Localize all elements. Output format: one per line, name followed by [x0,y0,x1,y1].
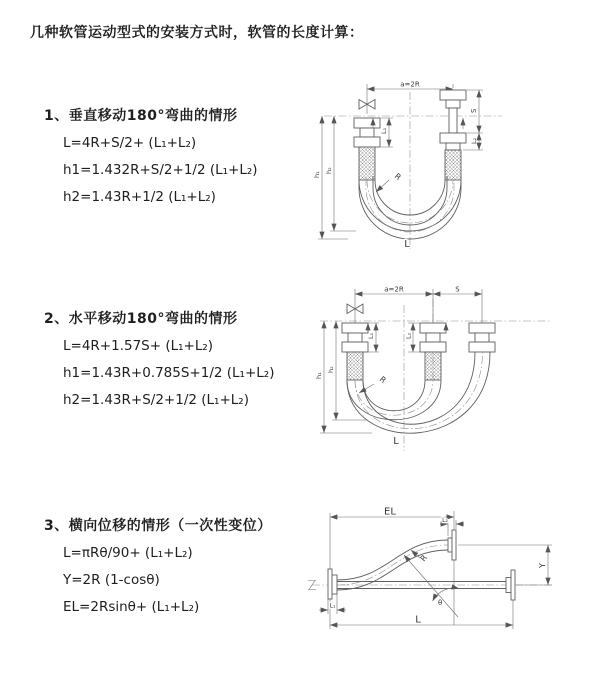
dim-label-s: S [470,108,478,113]
radius-leader [376,172,403,192]
dim-label-l2: L₂ [470,137,478,144]
flange-left [328,569,337,599]
hose-u-bend-two-positions [347,352,490,433]
dim-label-y: Y [538,563,547,568]
dimension-h2 [325,116,356,231]
pipe-fitting-left [342,323,368,380]
dim-label-h2: h₂ [327,366,335,373]
section-1-formula-L: L=4R+S/2+ (L₁+L₂) [63,135,197,151]
section-lateral-displacement [44,518,272,626]
hose-s-bend-position [337,540,448,590]
radius-leader [411,550,429,563]
dimension-h1 [315,321,372,433]
flange-middle-right [506,570,515,600]
dimension-a2r-s [355,286,482,324]
section-3-formula-Y: Y=2R (1-cosθ) [63,572,160,588]
dim-label-length: L [404,239,410,250]
dim-label-l1: L₁ [329,602,336,610]
dim-label-radius: R [418,553,430,564]
section-1-formula-h2: h2=1.43R+1/2 (L₁+L₂) [63,189,216,205]
section-vertical-180 [44,108,258,216]
section-2-formula-h2: h2=1.43R+S/2+1/2 (L₁+L₂) [63,392,249,408]
dim-label-el: EL [384,506,396,518]
section-horizontal-180 [44,311,274,419]
flange-upper-right [448,530,456,560]
section-2-heading: 2、水平移动180°弯曲的情形 [44,311,238,327]
dim-label-l1: L₁ [380,127,388,134]
diagram-vertical-180-u-bend [310,76,600,254]
dim-label-length: L [415,614,421,626]
pipe-fitting-right [469,323,495,352]
dim-label-l2: L₂ [442,517,448,524]
braided-hose-section [445,150,461,180]
dim-label-l1: L₁ [367,332,375,339]
pipe-fitting-middle [420,323,446,380]
dim-label-a2r: a=2R [400,80,420,89]
section-3-heading: 3、横向位移的情形（一次性变位） [44,518,272,534]
angle-theta [404,555,459,625]
dim-label-a2r: a=2R [384,285,404,294]
section-3-formula-EL: EL=2Rsinθ+ (L₁+L₂) [63,599,200,615]
pipe-fitting-right [440,90,466,180]
dim-label-s: S [455,285,460,294]
pipe-fitting-left [354,118,380,180]
dim-label-l2: L₂ [404,332,413,339]
braided-hose-section [359,147,375,180]
section-3-formula-L: L=πRθ/90+ (L₁+L₂) [63,545,193,561]
dimension-y [458,545,552,585]
diagram-horizontal-180-u-bend [312,281,600,461]
dim-label-h1: h₁ [313,171,321,178]
dimension-h1 [313,116,348,239]
dimension-l1 [319,591,346,614]
section-1-formula-h1: h1=1.432R+S/2+1/2 (L₁+L₂) [63,162,258,178]
section-2-formula-h1: h1=1.43R+0.785S+1/2 (L₁+L₂) [63,365,275,381]
centerlines [324,92,502,250]
dim-label-radius: R [392,171,403,183]
dim-label-h1: h₁ [315,372,323,379]
dimension-l1 [367,323,379,352]
page-title: 几种软管运动型式的安装方式时，软管的长度计算： [30,25,364,41]
section-2-formula-L: L=4R+1.57S+ (L₁+L₂) [63,338,214,354]
diagram-lateral-displacement [300,503,600,641]
section-1-heading: 1、垂直移动180°弯曲的情形 [44,108,238,124]
dimension-el [330,507,454,570]
dim-label-theta: θ [438,599,443,607]
dim-label-h2: h₂ [325,167,333,174]
dim-label-length: L [393,436,399,447]
braided-hose-section [347,352,363,380]
dim-label-radius: R [377,374,388,386]
braided-hose-section [425,352,441,380]
dimension-l [330,599,513,629]
